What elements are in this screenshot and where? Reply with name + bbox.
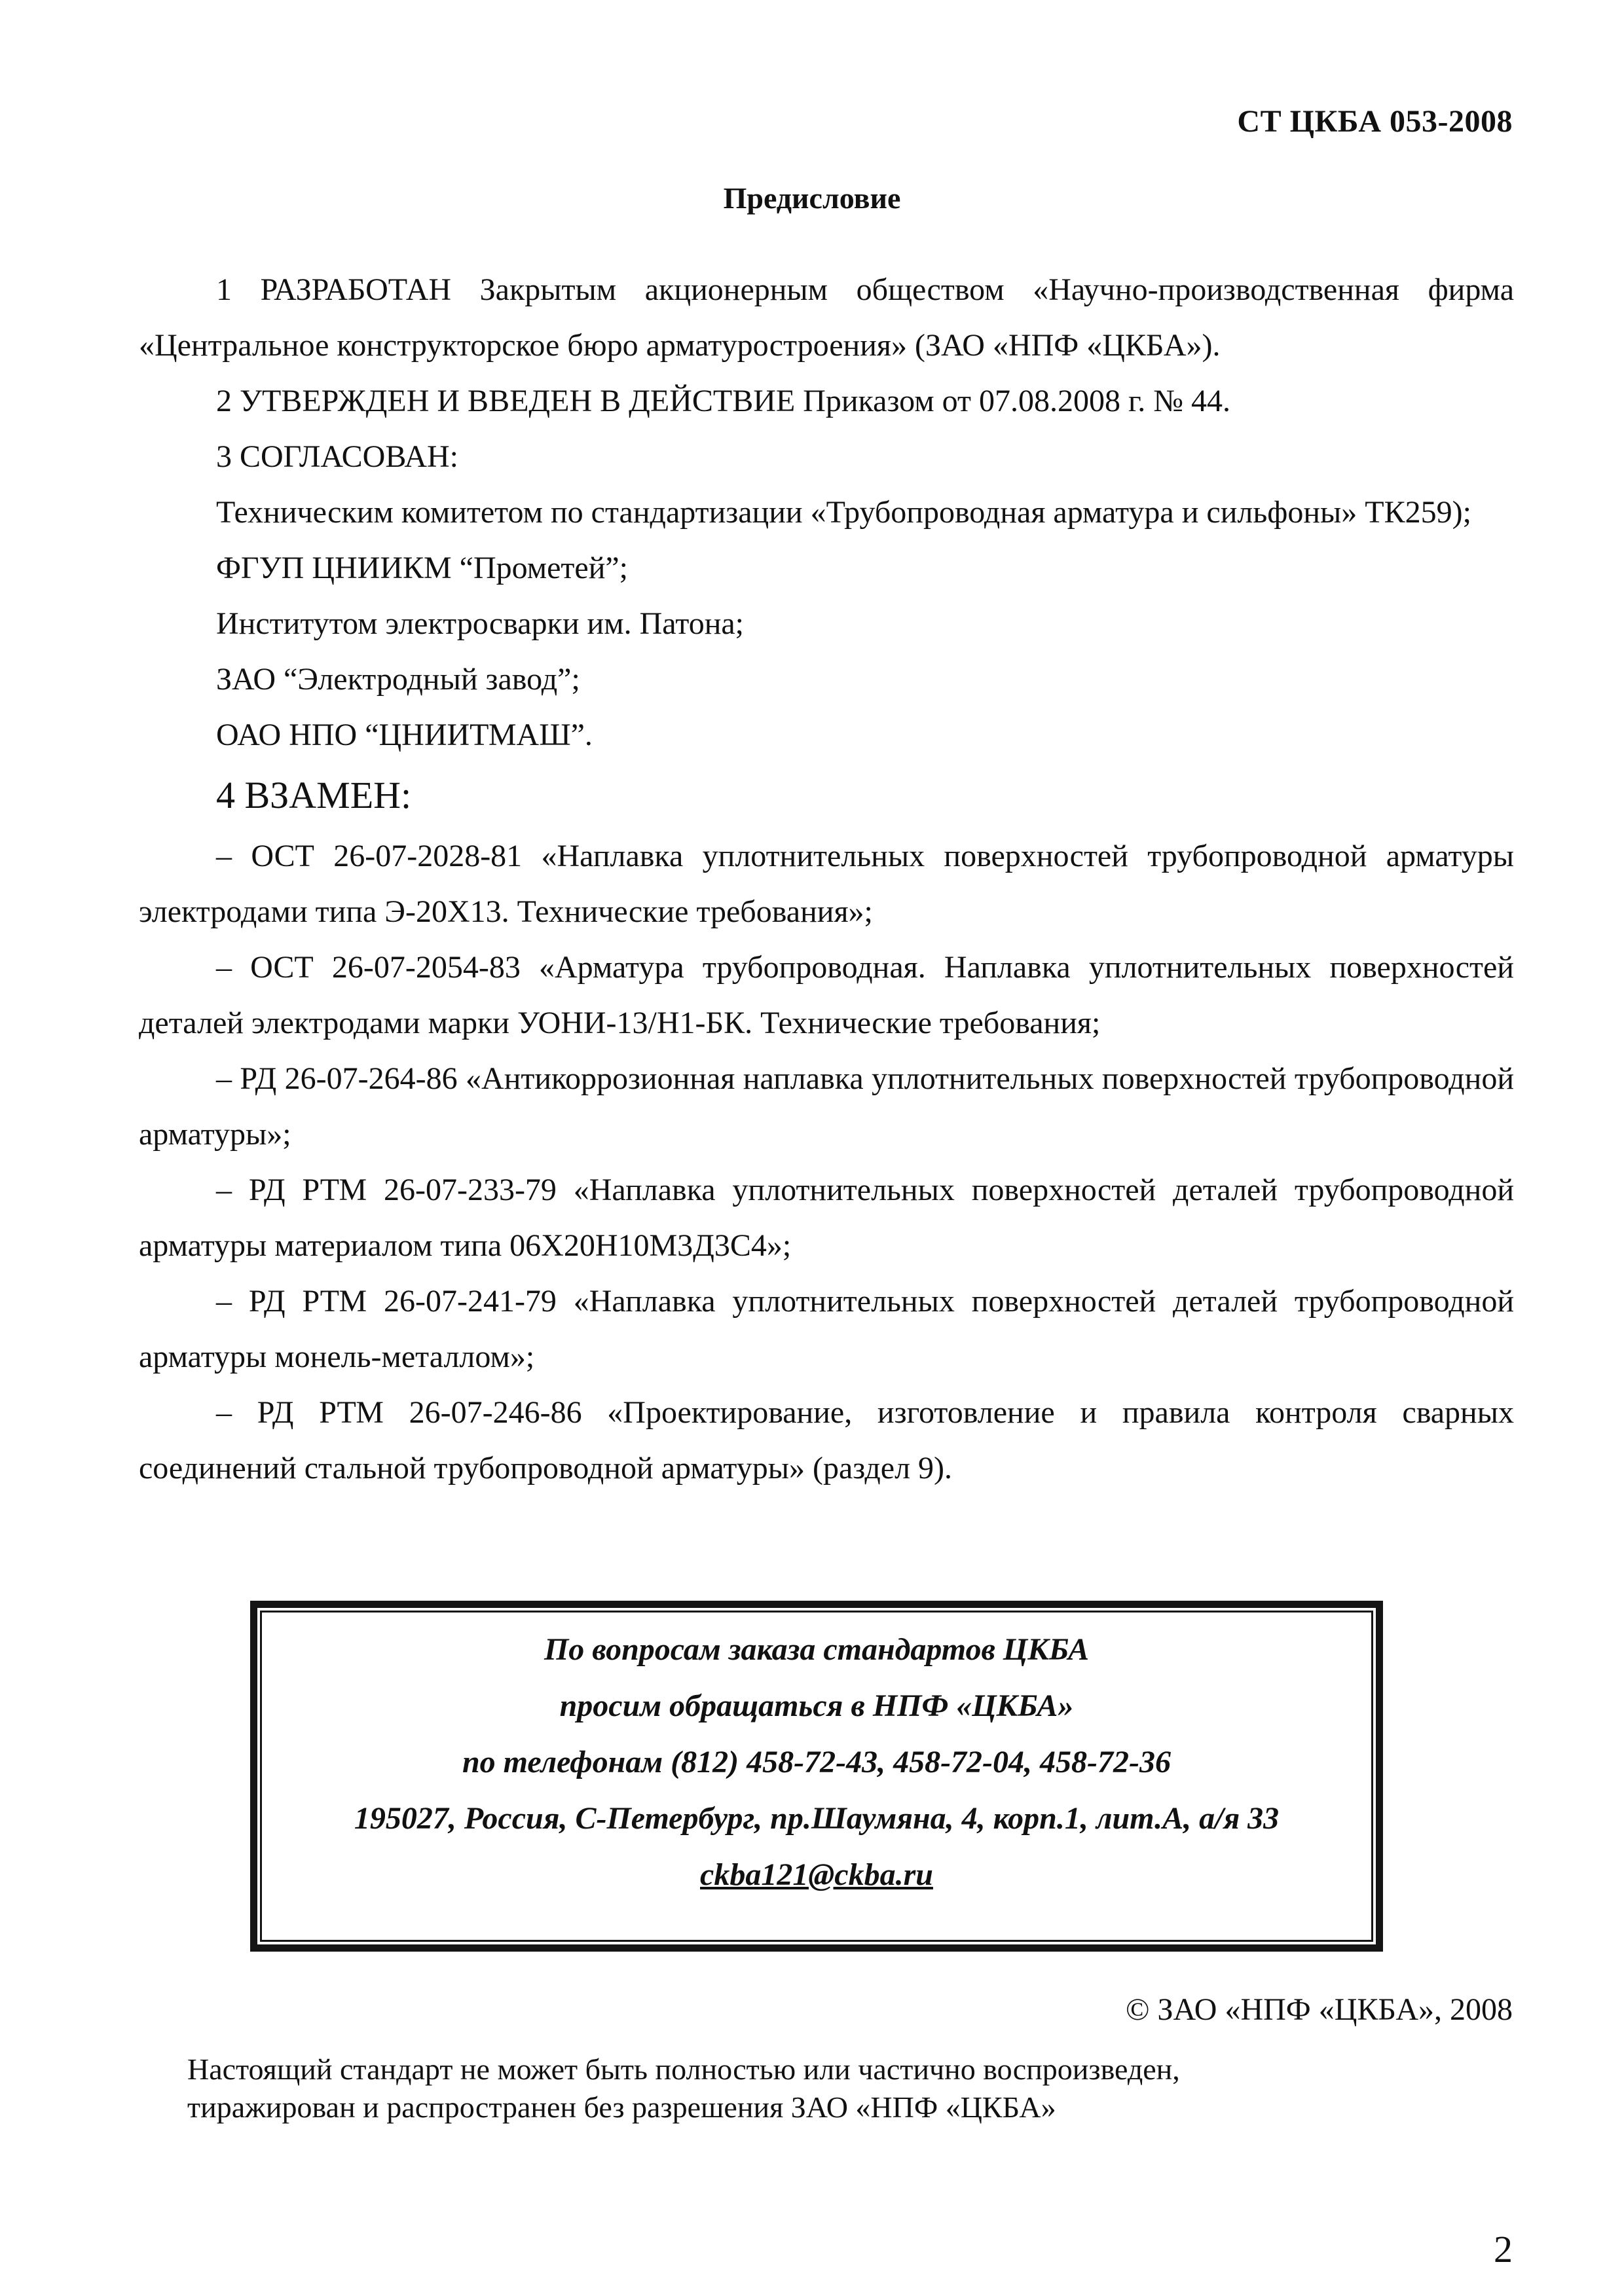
page-number: 2 xyxy=(1494,2228,1513,2270)
agreed-cniitmash: ОАО НПО “ЦНИИТМАШ”. xyxy=(216,718,593,752)
notice-line-order: По вопросам заказа стандартов ЦКБА xyxy=(544,1632,1090,1667)
disclaimer-line-1: Настоящий стандарт не может быть полностью или частично воспроизведен, xyxy=(187,2052,1180,2086)
paragraph-agreed: 3 СОГЛАСОВАН: xyxy=(216,439,458,474)
paragraph-approved: 2 УТВЕРЖДЕН И ВВЕДЕН В ДЕЙСТВИЕ Приказом от 07.08.2008 г. № 44. xyxy=(216,384,1231,418)
notice-line-phones: по телефонам (812) 458-72-43, 458-72-04, 458-72-36 xyxy=(462,1745,1171,1779)
paragraph-replaces: 4 ВЗАМЕН: xyxy=(216,774,412,816)
agreed-electrode-plant: ЗАО “Электродный завод”; xyxy=(216,662,580,697)
paragraph-developed-by: 1 РАЗРАБОТАН Закрытым акционерным обществом «Научно-производственная фирма «Центральное конструкторское бюро арматуростроения» (ЗАО «НПФ «ЦКБА»). xyxy=(139,272,1514,363)
agreed-tech-committee: Техническим комитетом по стандартизации «Трубопроводная арматура и сильфоны» ТК259); xyxy=(216,495,1471,530)
agreed-paton-institute: Институтом электросварки им. Патона; xyxy=(216,606,745,641)
notice-email-link[interactable]: ckba121@ckba.ru xyxy=(700,1857,933,1892)
replaced-doc-rd-264: – РД 26-07-264-86 «Антикоррозионная наплавка уплотнительных поверхностей трубопроводной арматуры»; xyxy=(139,1061,1514,1152)
preface-body xyxy=(139,262,1514,1496)
notice-line-address: 195027, Россия, С-Петербург, пр.Шаумяна, 4, корп.1, лит.А, а/я 33 xyxy=(354,1801,1280,1836)
disclaimer-line-2: тиражирован и распространен без разрешения ЗАО «НПФ «ЦКБА» xyxy=(187,2090,1056,2124)
document-code: СТ ЦКБА 053-2008 xyxy=(1237,104,1513,139)
order-notice-box xyxy=(250,1601,1383,1952)
page-title: Предисловие xyxy=(723,181,901,215)
notice-email-row xyxy=(262,1847,1371,1903)
copyright-notice: © ЗАО «НПФ «ЦКБА», 2008 xyxy=(1126,1992,1513,2027)
replaced-doc-rtm-246: – РД РТМ 26-07-246-86 «Проектирование, изготовление и правила контроля сварных соединений стальной трубопроводной арматуры» (раздел 9). xyxy=(139,1395,1514,1485)
notice-line-contact: просим обращаться в НПФ «ЦКБА» xyxy=(559,1688,1074,1723)
reproduction-disclaimer xyxy=(187,2050,1431,2126)
agreed-prometey: ФГУП ЦНИИКМ “Прометей”; xyxy=(216,551,629,585)
replaced-doc-ost-2028: – ОСТ 26-07-2028-81 «Наплавка уплотнительных поверхностей трубопроводной арматуры электродами типа Э-20Х13. Технические требования»; xyxy=(139,839,1514,929)
replaced-doc-ost-2054: – ОСТ 26-07-2054-83 «Арматура трубопроводная. Наплавка уплотнительных поверхностей деталей электродами марки УОНИ-13/Н1-БК. Технические требования; xyxy=(139,950,1514,1040)
replaced-doc-rtm-233: – РД РТМ 26-07-233-79 «Наплавка уплотнительных поверхностей деталей трубопроводной арматуры материалом типа 06Х20Н10М3Д3С4»; xyxy=(139,1173,1514,1263)
order-notice-inner-frame xyxy=(260,1611,1373,1942)
replaced-doc-rtm-241: – РД РТМ 26-07-241-79 «Наплавка уплотнительных поверхностей деталей трубопроводной арматуры монель-металлом»; xyxy=(139,1284,1514,1374)
